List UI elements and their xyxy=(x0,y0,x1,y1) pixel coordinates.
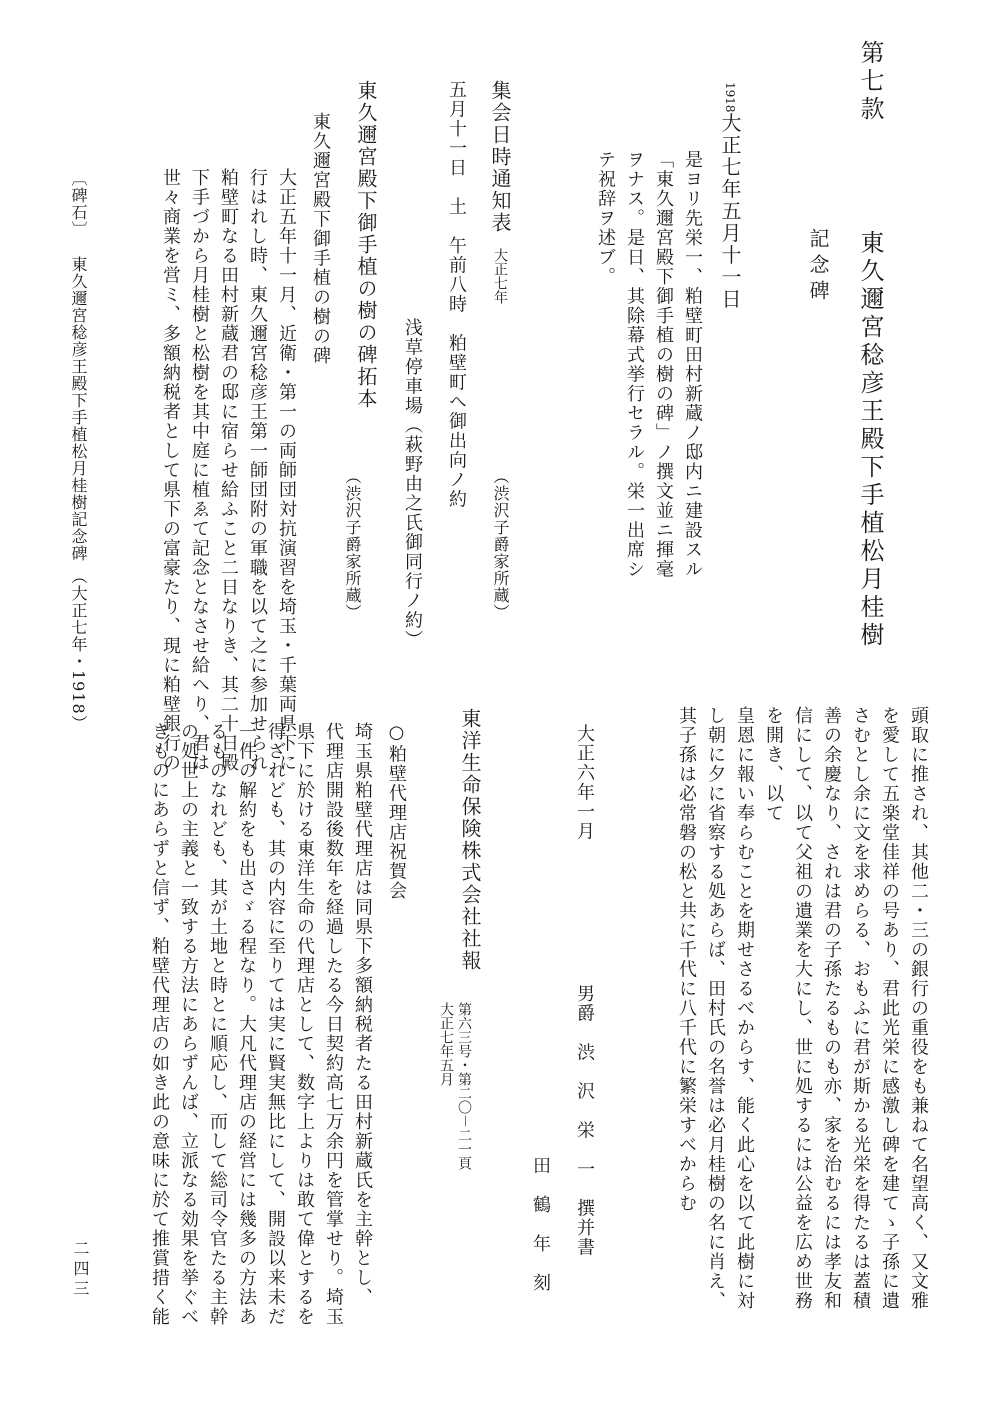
body-line: さむとし余に文を求めらる、おもふに君が斯かる光栄を得たるは蓋積 xyxy=(850,706,871,1311)
inscription-title: 東久邇宮殿下御手植の樹の碑 xyxy=(310,112,331,366)
notice-title: 集会日時通知表 xyxy=(488,80,512,234)
report-issue-number: 第六三号・第二〇－二一頁 xyxy=(456,1002,472,1170)
stone-bracket-label: 〔碑石〕 xyxy=(69,170,88,238)
report-issue xyxy=(437,1002,473,1170)
intro-line: 是ヨリ先栄一、粕壁町田村新蔵ノ邸内ニ建設スル xyxy=(682,150,703,579)
intro-paragraph xyxy=(591,150,707,579)
section-title: 東久邇宮稔彦王殿下手植松月桂樹 xyxy=(856,230,884,650)
body-line: 大正五年十一月、近衛・第一の両師団対抗演習を埼玉・千葉両県下に xyxy=(276,168,297,773)
intro-line: ヲナス。是日、其除幕式挙行セラル。栄一出席シ xyxy=(624,150,645,579)
report-line: 代理店開設後数年を経過したる今日契約高七万余円を管掌せり。埼玉 xyxy=(323,722,344,1327)
report-issue-date: 大正七年五月 xyxy=(438,1002,454,1086)
body-line: 世々商業を営ミ、多額納税者として県下の富豪たり、現に粕壁銀行の xyxy=(160,168,181,773)
rubbing-title: 東久邇宮殿下御手植の樹の碑拓本 xyxy=(354,80,378,410)
body-line: 行はれし時、東久邇宮稔彦王第一師団附の軍職を以て之に参加せられ xyxy=(247,168,268,773)
signature-carver: 田 鶴 年 刻 xyxy=(530,1156,551,1293)
body-line: 皇恩に報い奉らむことを期せさるべからす、能く此心を以て此樹に対 xyxy=(734,706,755,1311)
body-line: 其子孫は必常磐の松と共に千代に八千代に繁栄すべからむ xyxy=(676,706,697,1213)
report-line: るものなれども、其が土地と時とに順応し、而して総司令官たる主幹 xyxy=(207,722,228,1327)
report-title: 東洋生命保険株式会社社報 xyxy=(458,708,482,972)
report-line: の処世上の主義と一致する方法にあらずんば、立派なる効果を挙ぐべ xyxy=(178,722,199,1327)
page-number: 二四三 xyxy=(71,1240,90,1300)
stone-date-note: （大正七年・1918） xyxy=(69,568,88,732)
report-line: 埼玉県粕壁代理店は同県下多額納税者たる田村新蔵氏を主幹とし、 xyxy=(352,722,373,1307)
body-line: 善の余慶なり、されは君の子孫たるものも亦、家を治むるには孝友和 xyxy=(821,706,842,1311)
notice-year: 大正七年 xyxy=(492,248,508,304)
body-line: 粕壁町なる田村新蔵君の邸に宿らせ給ふこと二日なりき、其二十日殿 xyxy=(218,168,239,773)
stone-caption: 東久邇宮稔彦王殿下手植松月桂樹記念碑 xyxy=(69,256,88,562)
rubbing-source: （渋沢子爵家所蔵） xyxy=(343,468,362,621)
body-line: 信にして、以て父祖の遺業を大にし、世に処するには公益を広め世務 xyxy=(792,706,813,1311)
signature-date: 大正六年一月 xyxy=(574,724,595,841)
notice-line-1: 五月十一日 土 午前八時 粕壁町へ御出向ノ約 xyxy=(446,80,467,509)
report-line: 県下に於ける東洋生命の代理店として、数字上よりは敢て偉とするを xyxy=(294,722,315,1327)
report-line: 得ざれども、其の内容に至りては実に賢実無比にして、開設以来未だ xyxy=(265,722,286,1327)
section-label: 第七款 xyxy=(856,40,884,124)
section-subtitle: 記念碑 xyxy=(806,228,830,306)
report-line: きものにあらずと信ず、粕壁代理店の如き此の意味に於て推賞措く能 xyxy=(149,722,170,1327)
japanese-date: 大正七年五月十一日 xyxy=(718,112,742,311)
body-line: を愛して五楽堂佳祥の号あり、君此光栄に感激し碑を建てゝ子孫に遺 xyxy=(879,706,900,1311)
notice-line-2: 浅草停車場（萩野由之氏御同行ノ約） xyxy=(402,318,423,650)
report-subtitle: ○粕壁代理店祝賀会 xyxy=(386,722,407,901)
inscription-body-upper xyxy=(156,168,301,773)
inscription-body-lower xyxy=(672,706,933,1311)
body-line: を開き、以て xyxy=(763,706,784,823)
body-line: し朝に夕に省察する処あらば、田村氏の名誉は必月桂樹の名に肖え、 xyxy=(705,706,726,1311)
signature-author: 男爵 渋 沢 栄 一 撰并書 xyxy=(574,984,595,1257)
intro-line: 「東久邇宮殿下御手植の樹の碑」ノ撰文並ニ揮毫 xyxy=(653,150,674,579)
report-line: 一件の解約をも出さゞる程なり。大凡代理店の経営には幾多の方法あ xyxy=(236,722,257,1327)
body-line: 下手づから月桂樹と松樹を其中庭に植ゑて記念となさせ給へり、君は xyxy=(189,168,210,773)
notice-source: （渋沢子爵家所蔵） xyxy=(491,468,510,621)
western-year: 1918 xyxy=(723,82,737,113)
date-heading xyxy=(715,82,745,311)
report-body xyxy=(145,722,377,1327)
body-line: 頭取に推され、其他二・三の銀行の重役をも兼ねて名望高く、又文雅 xyxy=(908,706,929,1311)
intro-line: テ祝辞ヲ述ブ。 xyxy=(595,150,616,287)
